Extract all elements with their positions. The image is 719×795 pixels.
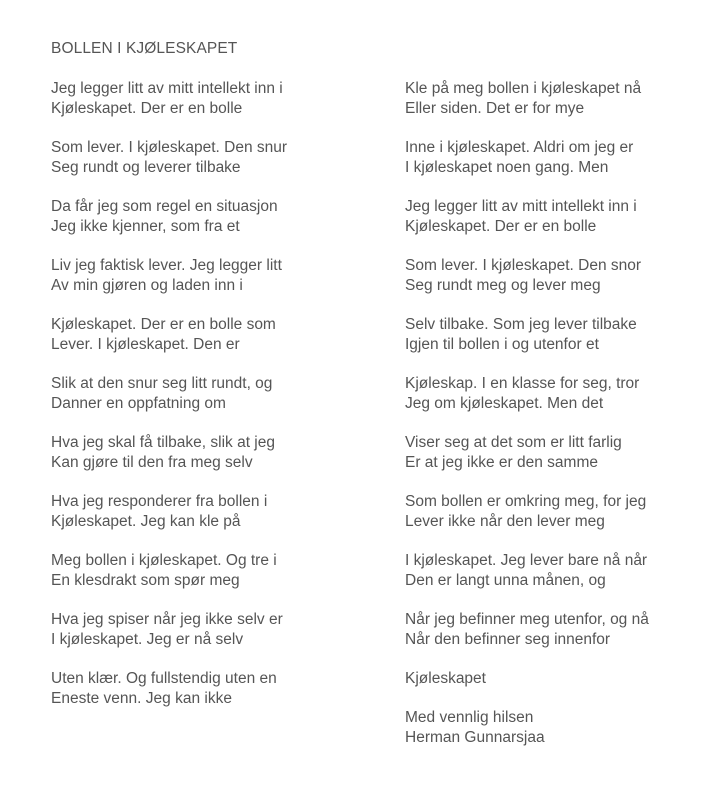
- poem-line: Kjøleskapet: [405, 670, 486, 687]
- poem-line: Da får jeg som regel en situasjon: [51, 198, 278, 215]
- poem-line: Av min gjøren og laden inn i: [51, 277, 243, 294]
- poem-line: Meg bollen i kjøleskapet. Og tre i: [51, 552, 277, 569]
- stanza: [405, 256, 719, 296]
- poem-line: Seg rundt meg og lever meg: [405, 277, 601, 294]
- stanza: [405, 433, 719, 473]
- poem-line: Jeg ikke kjenner, som fra et: [51, 218, 240, 235]
- poem-line: Jeg legger litt av mitt intellekt inn i: [51, 80, 283, 97]
- poem-line: Inne i kjøleskapet. Aldri om jeg er: [405, 139, 634, 156]
- poem-line: En klesdrakt som spør meg: [51, 572, 240, 589]
- poem-line: Igjen til bollen i og utenfor et: [405, 336, 599, 353]
- stanza: [51, 433, 381, 473]
- poem-line: I kjøleskapet noen gang. Men: [405, 159, 609, 176]
- stanza: [405, 79, 719, 119]
- poem-line: Eller siden. Det er for mye: [405, 100, 585, 117]
- poem-line: Viser seg at det som er litt farlig: [405, 434, 622, 451]
- stanza: [51, 138, 381, 178]
- stanza: [405, 669, 719, 689]
- poem-line: Hva jeg responderer fra bollen i: [51, 493, 268, 510]
- poem-line: Er at jeg ikke er den samme: [405, 454, 598, 471]
- poem-line: Hva jeg skal få tilbake, slik at jeg: [51, 434, 275, 451]
- stanza: [51, 315, 381, 355]
- stanza: [51, 669, 381, 709]
- stanza: [51, 551, 381, 591]
- stanza: [405, 138, 719, 178]
- stanza: [405, 197, 719, 237]
- poem-line: Som lever. I kjøleskapet. Den snor: [405, 257, 642, 274]
- stanza: [405, 610, 719, 650]
- poem-line: Jeg om kjøleskapet. Men det: [405, 395, 604, 412]
- poem-line: Som lever. I kjøleskapet. Den snur: [51, 139, 288, 156]
- stanza: [405, 315, 719, 355]
- stanza: [405, 492, 719, 532]
- stanza: [51, 256, 381, 296]
- poem-line: Slik at den snur seg litt rundt, og: [51, 375, 273, 392]
- right-column: [405, 79, 719, 767]
- poem-line: Lever ikke når den lever meg: [405, 513, 605, 530]
- stanza: [51, 610, 381, 650]
- stanza: [51, 79, 381, 119]
- poem-line: Kjøleskap. I en klasse for seg, tror: [405, 375, 640, 392]
- stanza: [51, 374, 381, 414]
- poem-line: Når den befinner seg innenfor: [405, 631, 611, 648]
- poem-line: Herman Gunnarsjaa: [405, 729, 545, 746]
- poem-line: Seg rundt og leverer tilbake: [51, 159, 241, 176]
- poem-title: BOLLEN I KJØLESKAPET: [51, 40, 238, 57]
- poem-line: Kjøleskapet. Der er en bolle: [51, 100, 243, 117]
- poem-line: Den er langt unna månen, og: [405, 572, 606, 589]
- poem-line: I kjøleskapet. Jeg lever bare nå når: [405, 552, 648, 569]
- poem-line: Eneste venn. Jeg kan ikke: [51, 690, 232, 707]
- poem-line: Med vennlig hilsen: [405, 709, 534, 726]
- poem-line: Kan gjøre til den fra meg selv: [51, 454, 253, 471]
- poem-line: Kjøleskapet. Der er en bolle som: [51, 316, 276, 333]
- poem-line: Som bollen er omkring meg, for jeg: [405, 493, 647, 510]
- poem-line: Uten klær. Og fullstendig uten en: [51, 670, 277, 687]
- stanza: [51, 197, 381, 237]
- poem-line: Liv jeg faktisk lever. Jeg legger litt: [51, 257, 282, 274]
- stanza: [405, 551, 719, 591]
- poem-line: Danner en oppfatning om: [51, 395, 226, 412]
- poem-line: Når jeg befinner meg utenfor, og nå: [405, 611, 649, 628]
- poem-line: I kjøleskapet. Jeg er nå selv: [51, 631, 244, 648]
- stanza: [51, 492, 381, 532]
- stanza: [405, 708, 719, 748]
- poem-line: Hva jeg spiser når jeg ikke selv er: [51, 611, 283, 628]
- poem-line: Jeg legger litt av mitt intellekt inn i: [405, 198, 637, 215]
- stanza: [405, 374, 719, 414]
- poem-line: Kjøleskapet. Jeg kan kle på: [51, 513, 241, 530]
- poem-line: Kjøleskapet. Der er en bolle: [405, 218, 597, 235]
- poem-line: Selv tilbake. Som jeg lever tilbake: [405, 316, 637, 333]
- poem-line: Kle på meg bollen i kjøleskapet nå: [405, 80, 642, 97]
- left-column: [51, 79, 381, 728]
- poem-line: Lever. I kjøleskapet. Den er: [51, 336, 240, 353]
